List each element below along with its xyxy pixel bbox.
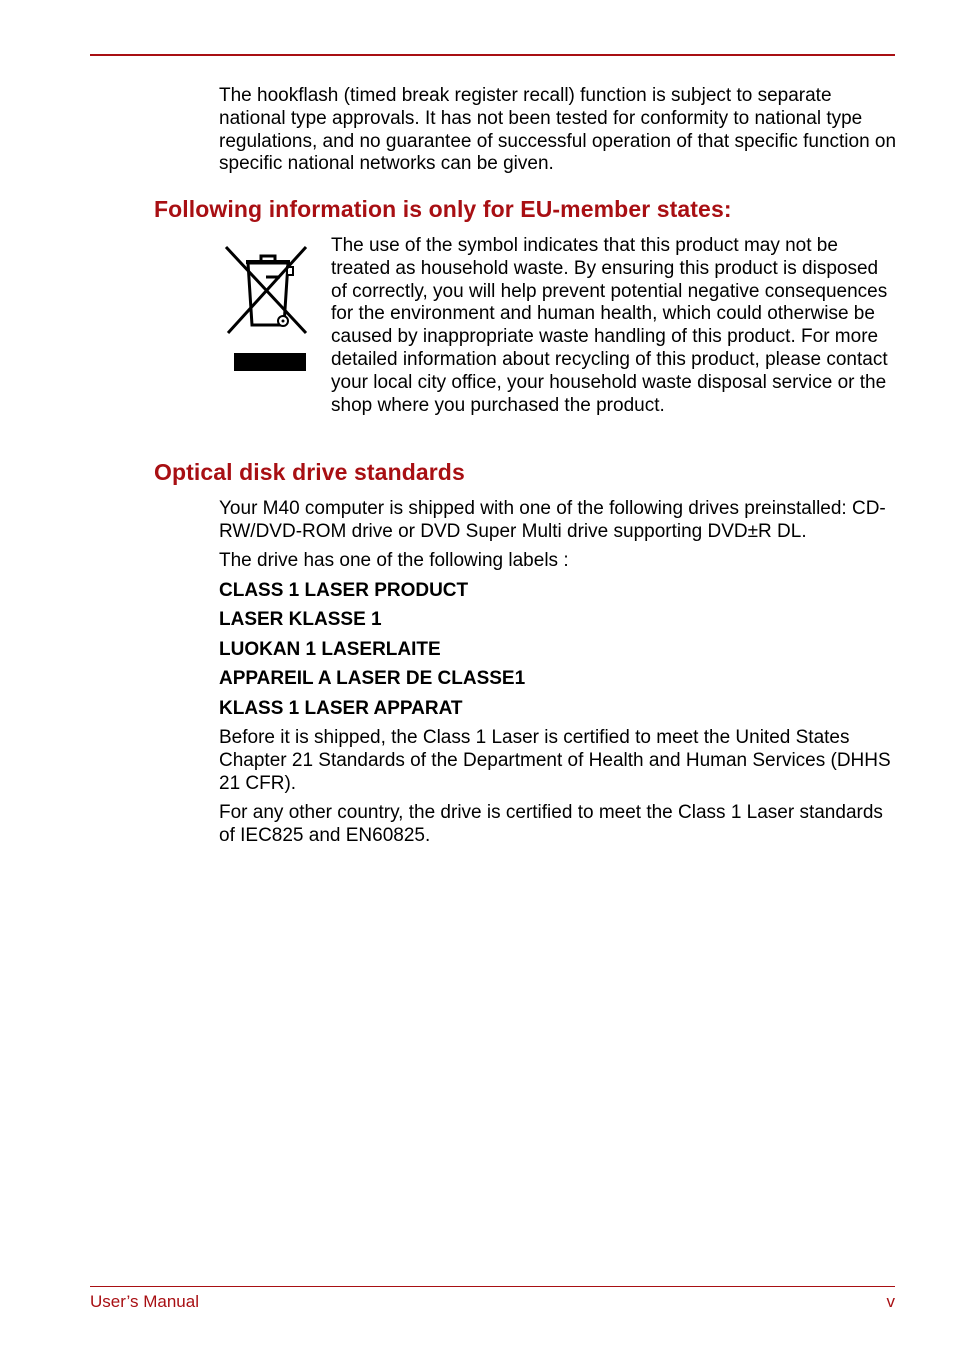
drive-labels-intro: The drive has one of the following labels : [219, 550, 569, 571]
page-number: v [886, 1292, 895, 1311]
optical-heading: Optical disk drive standards [154, 459, 465, 485]
eu-disposal-text: The use of the symbol indicates that this product may not be treated as household waste. By ensuring this product is disposed of correctly, you will help prevent potential negative consequences for the environment and human health, which could otherwise be caused by inappropriate waste handling of this product. For more detailed information about recycling of this product, please contact your local city office, your household waste disposal service or the shop where you purchased the product. [331, 235, 888, 416]
drive-preinstalled-paragraph: Your M40 computer is shipped with one of the following drives preinstalled: CD-RW/DVD-ROM drive or DVD Super Multi drive supporting DVD±R DL. [219, 498, 886, 542]
footer-rule [90, 1286, 895, 1287]
laser-label-line: CLASS 1 LASER PRODUCT [219, 580, 469, 601]
laser-label-line: APPAREIL A LASER DE CLASSE1 [219, 668, 526, 689]
weee-bar [234, 353, 306, 371]
hookflash-paragraph: The hookflash (timed break register recall) function is subject to separate national type approvals. It has not been tested for conformity to national type regulations, and no guarantee of successful operation of that specific function on specific national networks can be given. [219, 85, 897, 175]
laser-label-line: LASER KLASSE 1 [219, 609, 382, 630]
us-certification-paragraph: Before it is shipped, the Class 1 Laser is certified to meet the United States Chapter 21 Standards of the Department of Health and Human Services (DHHS 21 CFR). [219, 727, 891, 794]
laser-label-line: LUOKAN 1 LASERLAITE [219, 639, 441, 660]
crossed-out-wheelie-bin-icon [224, 243, 310, 373]
other-country-paragraph: For any other country, the drive is certified to meet the Class 1 Laser standards of IEC825 and EN60825. [219, 802, 883, 846]
footer-manual-title: User’s Manual [90, 1292, 199, 1311]
eu-heading: Following information is only for EU-member states: [154, 196, 732, 222]
header-rule [90, 54, 895, 56]
laser-label-line: KLASS 1 LASER APPARAT [219, 698, 463, 719]
